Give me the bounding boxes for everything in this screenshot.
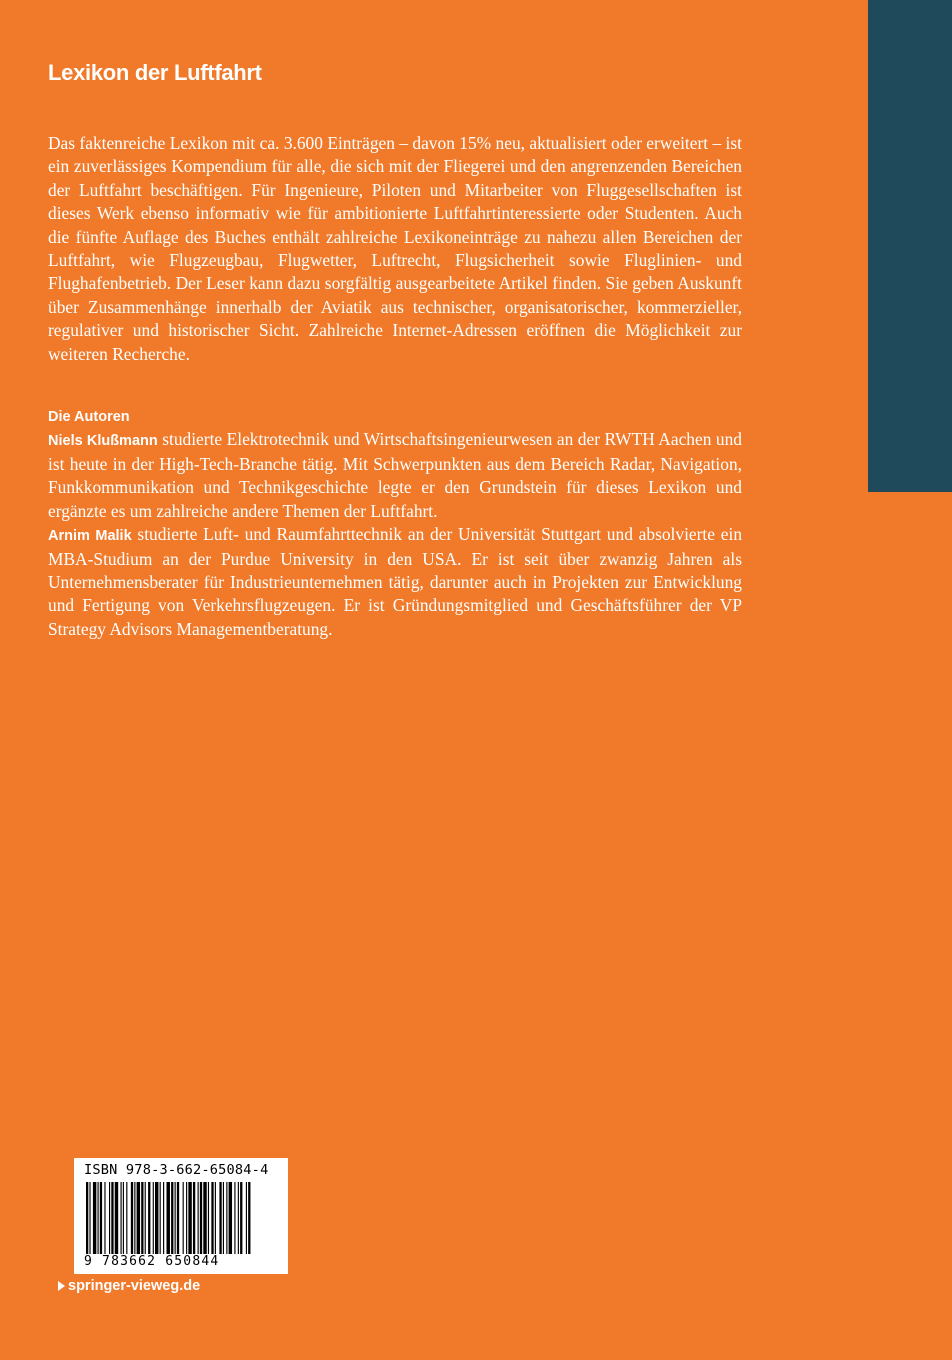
barcode-bar bbox=[193, 1182, 195, 1254]
barcode-bar bbox=[145, 1182, 146, 1254]
barcode-bar bbox=[183, 1182, 184, 1254]
isbn-label: ISBN 978-3-662-65084-4 bbox=[84, 1162, 269, 1178]
author-bio-text: studierte Elektrotechnik und Wirtschaftsingenieurwesen an der RWTH Aachen und ist heute in der High-Tech-Branche tätig. Mit Schwerpunkten aus dem Bereich Radar, Navigation, Funkkommunikation und Technikgeschichte legte er den Grundstein für dieses Lexikon und ergänzte es um zahlreiche andere Themen der Luftfahrt. bbox=[48, 429, 742, 521]
barcode-bar bbox=[89, 1182, 90, 1254]
author-bio-malik bbox=[48, 523, 742, 641]
barcode-bar bbox=[111, 1182, 113, 1254]
barcode-icon bbox=[82, 1182, 280, 1254]
barcode-bar bbox=[226, 1182, 227, 1254]
barcode-bar bbox=[219, 1182, 221, 1254]
barcode-bar bbox=[86, 1182, 88, 1254]
barcode-bar bbox=[93, 1182, 96, 1254]
barcode-bar bbox=[171, 1182, 173, 1254]
author-bio-text: studierte Luft- und Raumfahrttechnik an der Universität Stuttgart und absolvierte ein MBA-Studium an der Purdue University in den USA. Er ist seit über zwanzig Jahren als Unternehmensberater für Industrieunternehmen tätig, darunter auch in Projekten zur Entwicklung und Fertigung von Verkehrsflugzeugen. Er ist Gründungsmitglied und Geschäftsführer der VP Strategy Advisors Managementberatung. bbox=[48, 523, 743, 639]
barcode-bar bbox=[211, 1182, 213, 1254]
book-description: Das faktenreiche Lexikon mit ca. 3.600 Einträgen – davon 15% neu, aktualisiert oder erweitert – ist ein zuverlässiges Kompendium für alle, die sich mit der Fliegerei und den angrenzenden Bereichen der Luftfahrt beschäftigen. Für Ingenieure, Piloten und Mitarbeiter von Fluggesellschaften ist dieses Werk ebenso informativ wie für ambitionierte Luftfahrtinteressierte oder Studenten. Auch die fünfte Auflage des Buches enthält zahlreiche Lexikoneinträge zu nahezu allen Bereichen der Luftfahrt, wie Flugzeugbau, Flugwetter, Luftrecht, Flugsicherheit sowie Fluglinien- und Flughafenbetrieb. Der Leser kann dazu sorgfältig ausgearbeitete Artikel finden. Sie geben Auskunft über Zusammenhänge innerhalb der Aviatik aus technischer, organisatorischer, kommerzieller, regulativer und historischer Sicht. Zahlreiche Internet-Adressen eröffnen die Möglichkeit zur weiteren Recherche. bbox=[48, 133, 742, 364]
barcode-bar bbox=[121, 1182, 122, 1254]
barcode-bar bbox=[160, 1182, 161, 1254]
isbn-barcode-box bbox=[74, 1158, 288, 1274]
barcode-bar bbox=[238, 1182, 239, 1254]
author-name: Niels Klußmann bbox=[48, 433, 158, 449]
barcode-bar bbox=[240, 1182, 242, 1254]
barcode-bar bbox=[115, 1182, 118, 1254]
publisher-link[interactable] bbox=[58, 1278, 200, 1294]
barcode-bar bbox=[137, 1182, 140, 1254]
barcode-bar bbox=[175, 1182, 176, 1254]
barcode-bar bbox=[123, 1182, 124, 1254]
barcode-bar bbox=[203, 1182, 206, 1254]
barcode-bar bbox=[104, 1182, 105, 1254]
barcode-bar bbox=[126, 1182, 127, 1254]
barcode-bar bbox=[246, 1182, 247, 1254]
barcode-bar bbox=[223, 1182, 224, 1254]
barcode-bar bbox=[200, 1182, 202, 1254]
barcode-bar bbox=[177, 1182, 179, 1254]
barcode-bar bbox=[131, 1182, 133, 1254]
authors-heading: Die Autoren bbox=[48, 409, 130, 425]
book-title: Lexikon der Luftfahrt bbox=[48, 60, 262, 85]
spine-color-band bbox=[868, 0, 952, 492]
arrow-right-icon bbox=[58, 1281, 65, 1291]
barcode-bar bbox=[229, 1182, 232, 1254]
barcode-bar bbox=[148, 1182, 150, 1254]
publisher-url: springer-vieweg.de bbox=[68, 1278, 201, 1294]
barcode-bar bbox=[198, 1182, 199, 1254]
barcode-bar bbox=[188, 1182, 191, 1254]
barcode-bar bbox=[248, 1182, 250, 1254]
barcode-bar bbox=[167, 1182, 170, 1254]
author-bio-klussmann bbox=[48, 428, 742, 523]
barcode-bar bbox=[98, 1182, 99, 1254]
barcode-bar bbox=[155, 1182, 158, 1254]
barcode-bar bbox=[153, 1182, 154, 1254]
authors-section bbox=[48, 406, 742, 641]
barcode-bar bbox=[100, 1182, 102, 1254]
barcode-bar bbox=[163, 1182, 164, 1254]
author-name: Arnim Malik bbox=[48, 527, 132, 544]
barcode-bar bbox=[234, 1182, 235, 1254]
barcode-bar bbox=[186, 1182, 187, 1254]
barcode-digits: 9 783662 650844 bbox=[84, 1254, 220, 1269]
barcode-bar bbox=[208, 1182, 209, 1254]
barcode-bar bbox=[215, 1182, 216, 1254]
barcode-bar bbox=[141, 1182, 143, 1254]
barcode-bar bbox=[134, 1182, 135, 1254]
barcode-bar bbox=[109, 1182, 110, 1254]
